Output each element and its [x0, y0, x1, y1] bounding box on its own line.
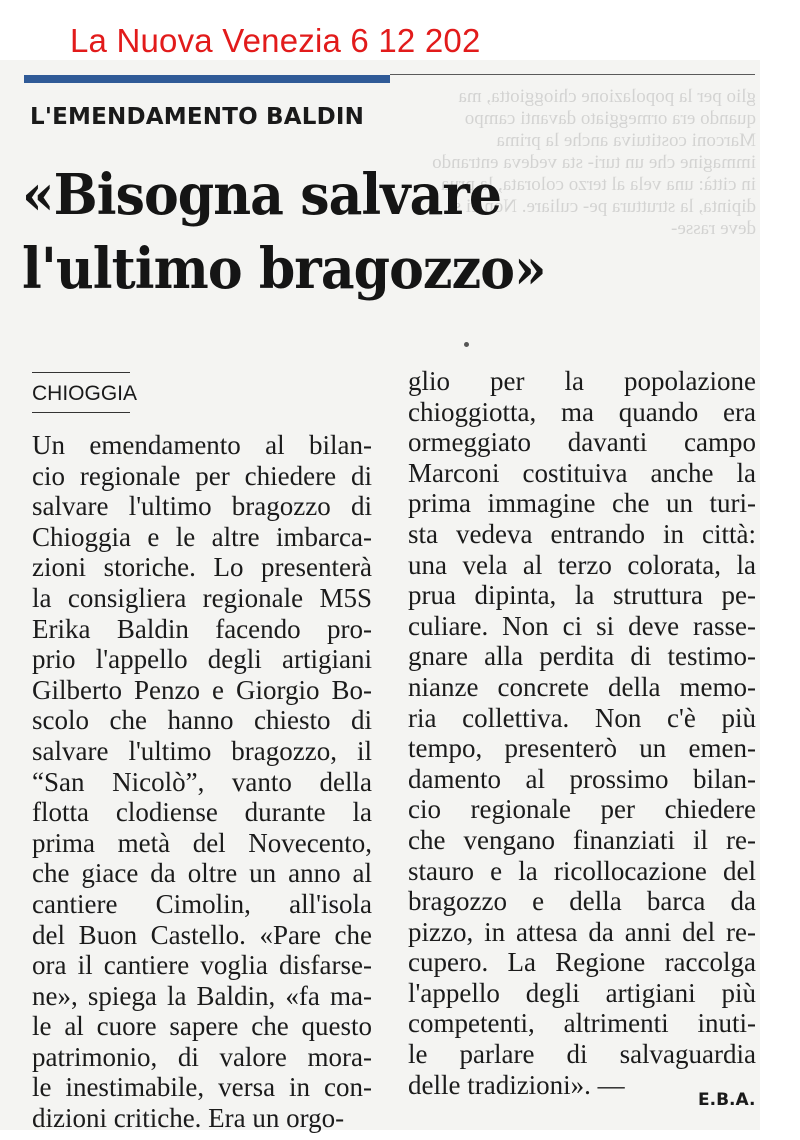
- headline-line-1: «Bisogna salvare: [22, 162, 502, 228]
- text-line: zioni storiche. Lo presenterà: [32, 552, 372, 583]
- text-line: del Buon Castello. «Pare che: [32, 919, 372, 950]
- thin-header-rule: [390, 74, 755, 75]
- text-line: prima metà del Novecento,: [32, 827, 372, 858]
- article-column-left: [32, 430, 372, 1134]
- text-line: stauro e la ricollocazione del: [408, 855, 756, 886]
- text-line: Chioggia e le altre imbarca-: [32, 521, 372, 552]
- section-label: CHIOGGIA: [32, 382, 138, 405]
- text-line: patrimonio, di valore mora-: [32, 1041, 372, 1072]
- article-kicker: L'EMENDAMENTO BALDIN: [30, 104, 365, 130]
- text-line: ormeggiato davanti campo: [408, 427, 756, 458]
- text-line: ora il cantiere voglia disfarse-: [32, 950, 372, 981]
- text-line: delle tradizioni». —: [408, 1069, 625, 1100]
- text-line: salvare l'ultimo bragozzo di: [32, 491, 372, 522]
- text-line: ria collettiva. Non c'è più: [408, 702, 756, 733]
- text-line: le parlare di salvaguardia: [408, 1039, 756, 1070]
- print-speck: [464, 342, 469, 347]
- text-line: sta vedeva entrando in città:: [408, 518, 756, 549]
- author-signature: E.B.A.: [698, 1090, 756, 1110]
- text-line: cio regionale per chiedere: [408, 794, 756, 825]
- text-line: la consigliera regionale M5S: [32, 582, 372, 613]
- text-line: “San Nicolò”, vanto della: [32, 766, 372, 797]
- blue-header-rule: [24, 75, 390, 83]
- text-line: prua dipinta, la struttura pe-: [408, 580, 756, 611]
- text-line: dizioni critiche. Era un orgo-: [32, 1103, 345, 1134]
- text-line: damento al prossimo bilan-: [408, 763, 756, 794]
- text-line: che giace da oltre un anno al: [32, 858, 372, 889]
- text-line: Erika Baldin facendo pro-: [32, 613, 372, 644]
- section-rule-top: [32, 372, 130, 373]
- section-rule-bottom: [32, 412, 130, 413]
- text-line: Un emendamento al bilan-: [32, 430, 372, 460]
- text-line: prio l'appello degli artigiani: [32, 644, 372, 675]
- source-note: La Nuova Venezia 6 12 202: [70, 22, 481, 59]
- text-line: tempo, presenterò un emen-: [408, 733, 756, 764]
- text-line: bragozzo e della barca da: [408, 886, 756, 917]
- text-line: pizzo, in attesa da anni del re-: [408, 916, 756, 947]
- text-line: ne», spiega la Baldin, «fa ma-: [32, 980, 372, 1011]
- text-line: competenti, altrimenti inuti-: [408, 1008, 756, 1039]
- text-line: flotta clodiense durante la: [32, 797, 372, 828]
- text-line: chioggiotta, ma quando era: [408, 396, 756, 427]
- article-column-right: [408, 366, 756, 1100]
- text-line: Marconi costituiva anche la: [408, 457, 756, 488]
- text-line: cantiere Cimolin, all'isola: [32, 888, 372, 919]
- text-line: culiare. Non ci si deve rasse-: [408, 610, 756, 641]
- text-line: che vengano finanziati il re-: [408, 824, 756, 855]
- text-line: gnare alla perdita di testimo-: [408, 641, 756, 672]
- text-line: una vela al terzo colorata, la: [408, 549, 756, 580]
- text-line: nianze concrete della memo-: [408, 671, 756, 702]
- text-line: cio regionale per chiedere di: [32, 460, 372, 491]
- text-line: le inestimabile, versa in con-: [32, 1072, 372, 1103]
- headline-line-2: l'ultimo bragozzo»: [22, 236, 546, 302]
- article-headline: [22, 158, 692, 306]
- text-line: l'appello degli artigiani più: [408, 977, 756, 1008]
- bleed-through-texture: glio per la popolazione chioggiotta, ma quando era ormeggiato davanti campo Marconi costituiva anche la prima immagine che un turi- sta vedeva entrando in città: una vela al terzo colorata, la prua dipinta, la struttura pe- culiare. Non ci si deve rasse-: [432, 86, 756, 239]
- text-line: glio per la popolazione: [408, 366, 756, 396]
- text-line: salvare l'ultimo bragozzo, il: [32, 735, 372, 766]
- text-line: cupero. La Regione raccolga: [408, 947, 756, 978]
- text-line: prima immagine che un turi-: [408, 488, 756, 519]
- text-line: scolo che hanno chiesto di: [32, 705, 372, 736]
- text-line: le al cuore sapere che questo: [32, 1011, 372, 1042]
- text-line: Gilberto Penzo e Giorgio Bo-: [32, 674, 372, 705]
